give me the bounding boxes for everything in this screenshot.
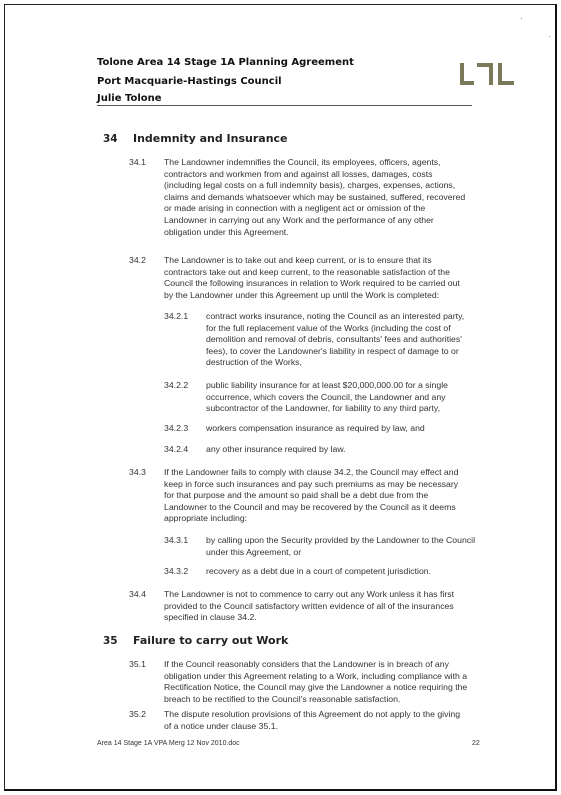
header-council-name: Port Macquarie-Hastings Council xyxy=(97,76,282,87)
subclause-text: any other insurance required by law. xyxy=(206,444,346,454)
header-agreement-title: Tolone Area 14 Stage 1A Planning Agreement xyxy=(97,57,354,68)
footer-page-number: 22 xyxy=(472,740,480,747)
subclause-text: contract works insurance, noting the Council as an interested party, for the full replacement value of the Works (including the cost of demolition and removal of debris, consultants' fees and authorities' fees), to cover the Landowner's liability in respect of damage to or destruction of the Works, xyxy=(206,311,465,368)
header-rule xyxy=(97,105,472,106)
subclause-text: workers compensation insurance as required by law, and xyxy=(206,423,425,433)
subclause-number: 34.2.3 xyxy=(164,423,189,433)
scan-speck xyxy=(549,36,550,37)
subclause-number: 34.2.1 xyxy=(164,311,189,321)
section-35-title: Failure to carry out Work xyxy=(133,634,289,647)
clause-text: If the Landowner fails to comply with clause 34.2, the Council may effect and keep in force such insurances and pay such premiums as may be necessary for that purpose and the amount so paid shall be a debt due from the Landowner to the Council and may be recovered by the Council as it deems appropriate including: xyxy=(164,467,459,524)
document-page xyxy=(4,4,557,791)
clause-text: The Landowner is to take out and keep current, or is to ensure that its contractors take out and keep current, to the reasonable satisfaction of the Council the following insurances in relation to Work required to be carried out by the Landowner under this Agreement up until the Work is completed: xyxy=(164,255,460,300)
clause-number: 35.2 xyxy=(129,709,146,719)
subclause-number: 34.2.2 xyxy=(164,380,189,390)
section-35-number: 35 xyxy=(103,635,118,647)
section-34-title: Indemnity and Insurance xyxy=(133,132,288,145)
clause-text: The dispute resolution provisions of this Agreement do not apply to the giving of a notice under clause 35.1. xyxy=(164,709,461,731)
clause-number: 34.3 xyxy=(129,467,146,477)
subclause-text: by calling upon the Security provided by the Landowner to the Council under this Agreement, or xyxy=(206,535,475,557)
subclause-number: 34.3.1 xyxy=(164,535,189,545)
footer-document-name: Area 14 Stage 1A VPA Merg 12 Nov 2010.doc xyxy=(97,740,240,747)
clause-text: The Landowner is not to commence to carry out any Work unless it has first provided to the Council satisfactory written evidence of all of the insurances specified in clause 34.2. xyxy=(164,589,455,623)
clause-number: 34.1 xyxy=(129,157,146,167)
subclause-number: 34.3.2 xyxy=(164,566,189,576)
header-author-name: Julie Tolone xyxy=(97,93,162,104)
clause-number: 34.2 xyxy=(129,255,146,265)
clause-text: The Landowner indemnifies the Council, its employees, officers, agents, contractors and workmen from and against all losses, damages, costs (including legal costs on a full indemnity basis), charges, expenses, actions, claims and demands whatsoever which may be sustained, suffered, recovered or made arising in connection with a negligent act or omission of the Landowner in carrying out any Work and the performance of any other obligation under this Agreement. xyxy=(164,157,466,237)
clause-number: 34.4 xyxy=(129,589,146,599)
clause-text: If the Council reasonably considers that the Landowner is in breach of any obligation under this Agreement relating to a Work, including compliance with a Rectification Notice, the Council may give the Landowner a notice requiring the breach to be rectified to the Council's reasonable satisfaction. xyxy=(164,659,468,704)
subclause-number: 34.2.4 xyxy=(164,444,189,454)
section-34-number: 34 xyxy=(103,133,118,145)
clause-number: 35.1 xyxy=(129,659,146,669)
ltl-logo-icon xyxy=(460,63,515,85)
scan-speck xyxy=(521,18,522,19)
subclause-text: recovery as a debt due in a court of competent jurisdiction. xyxy=(206,566,432,576)
subclause-text: public liability insurance for at least $20,000,000.00 for a single occurrence, which covers the Council, the Landowner and any subcontractor of the Landowner, for liability to any third party, xyxy=(206,380,448,414)
